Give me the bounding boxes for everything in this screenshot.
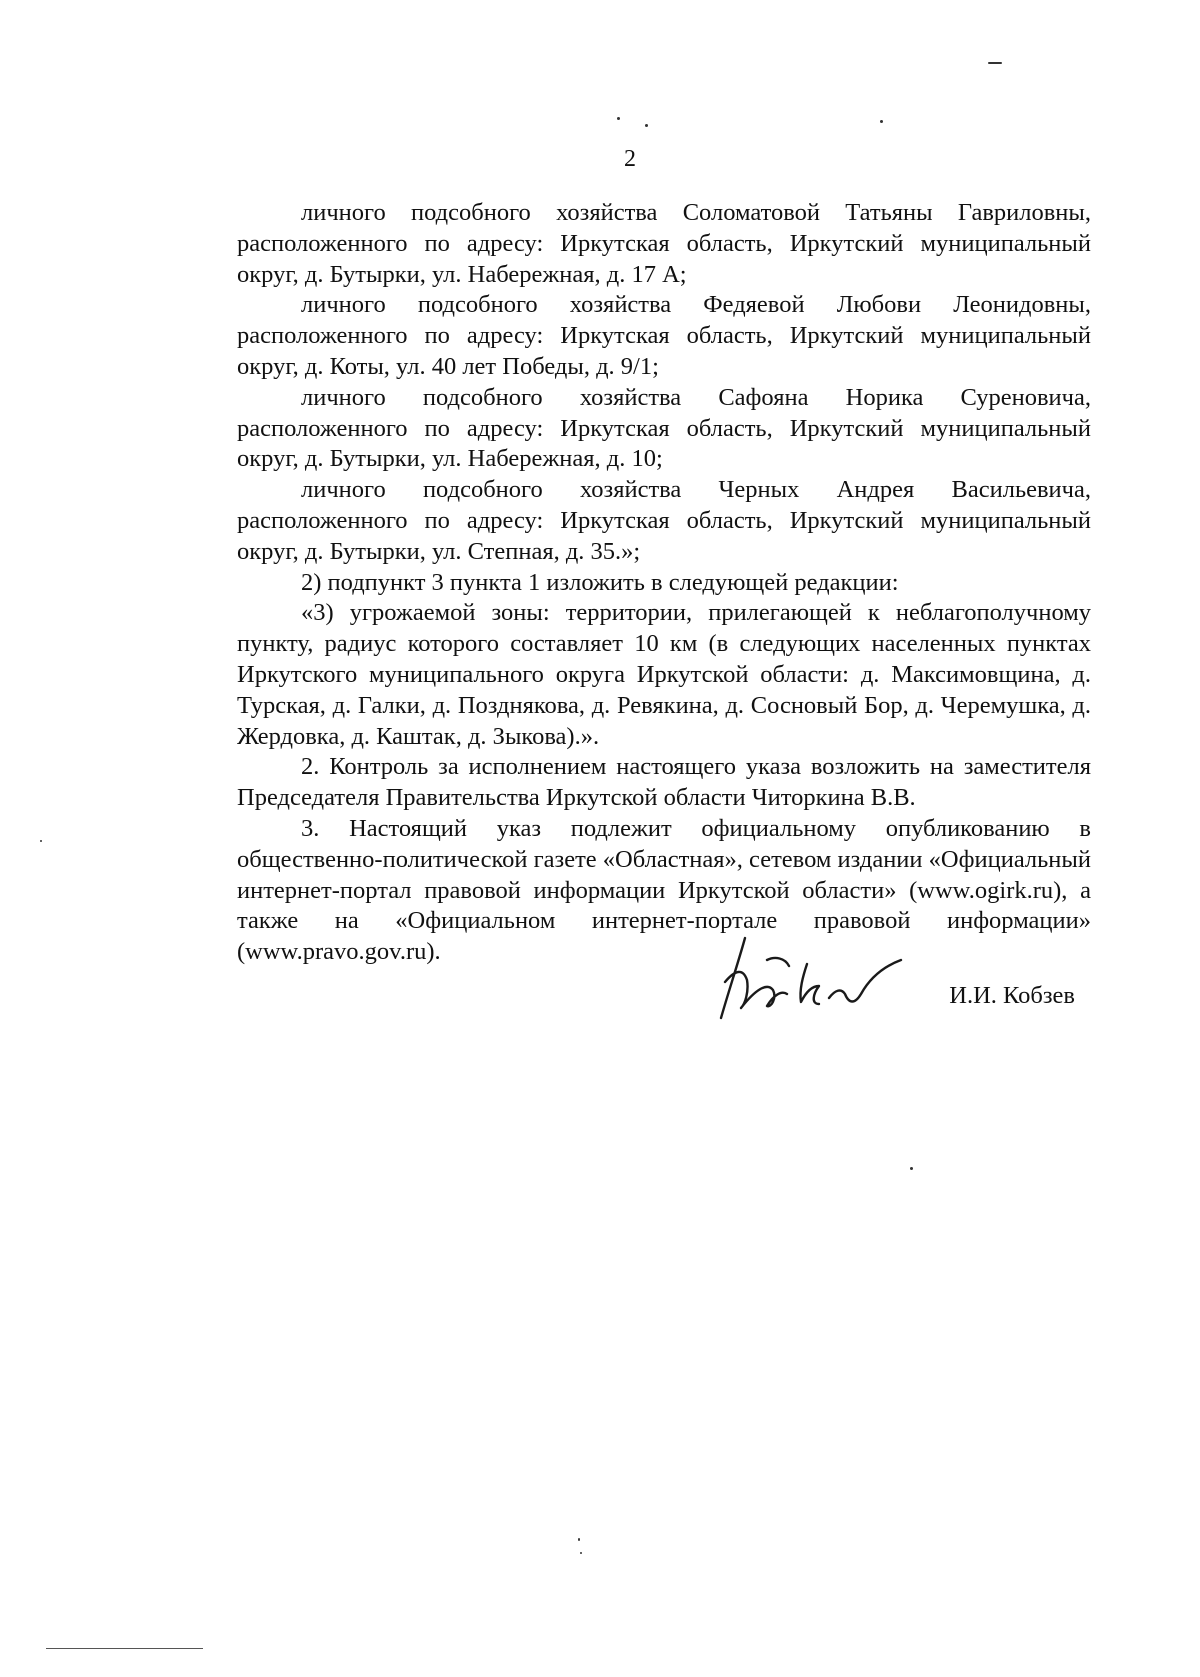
paragraph-household-fedyaeva: личного подсобного хозяйства Федяевой Любови Леонидовны, расположенного по адресу: Иркутская область, Иркутский муниципальный округ, д. Коты, ул. 40 лет Победы, д. 9/1; bbox=[237, 291, 1091, 380]
scan-speck bbox=[578, 1538, 580, 1541]
signature-block bbox=[715, 920, 1095, 1030]
scan-speck bbox=[617, 117, 620, 120]
paragraph-household-safoyan: личного подсобного хозяйства Сафояна Норика Суреновича, расположенного по адресу: Иркутская область, Иркутский муниципальный округ, д. Бутырки, ул. Набережная, д. 10; bbox=[237, 383, 1091, 473]
scan-speck bbox=[988, 62, 1002, 64]
scan-speck bbox=[40, 840, 42, 842]
paragraph-publication: 3. Настоящий указ подлежит официальному опубликованию в общественно-политической газете «Областная», сетевом издании «Официальный интернет-портал правовой информации Иркутской области» (www.ogirk.ru), а также на «Официальном интернет-портале правовой информации» (www.pravo.gov.ru). bbox=[237, 814, 1091, 966]
page-number: 2 bbox=[624, 146, 636, 172]
scan-speck bbox=[910, 1167, 913, 1170]
signer-name: И.И. Кобзев bbox=[949, 982, 1075, 1009]
scan-speck bbox=[580, 1552, 582, 1554]
handwritten-signature-icon bbox=[715, 920, 905, 1030]
paragraph-threatened-zone: «3) угрожаемой зоны: территории, прилегающей к неблагополучному пункту, радиус которого составляет 10 км (в следующих населенных пунктах Иркутского муниципального округа Иркутской области: д. Максимовщина, д. Турская, д. Галки, д. Позднякова, д. Ревякина, д. Сосновый Бор, д. Черемушка, д. Жердовка, д. Каштак, д. Зыкова).». bbox=[237, 599, 1091, 750]
paragraph-household-solomatova: личного подсобного хозяйства Соломатовой Татьяны Гавриловны, расположенного по адресу: Иркутская область, Иркутский муниципальный округ, д. Бутырки, ул. Набережная, д. 17 А; bbox=[237, 199, 1091, 288]
footer-rule bbox=[46, 1648, 203, 1649]
paragraph-control: 2. Контроль за исполнением настоящего указа возложить на заместителя Председателя Правительства Иркутской области Читоркина В.В. bbox=[237, 753, 1091, 812]
paragraph-household-chernykh: личного подсобного хозяйства Черных Андрея Васильевича, расположенного по адресу: Иркутская область, Иркутский муниципальный округ, д. Бутырки, ул. Степная, д. 35.»; bbox=[237, 476, 1091, 565]
scan-speck bbox=[880, 120, 883, 123]
document-body bbox=[237, 198, 1091, 968]
paragraph-subpoint-2: 2) подпункт 3 пункта 1 изложить в следующей редакции: bbox=[301, 568, 899, 596]
scan-speck bbox=[645, 124, 648, 127]
